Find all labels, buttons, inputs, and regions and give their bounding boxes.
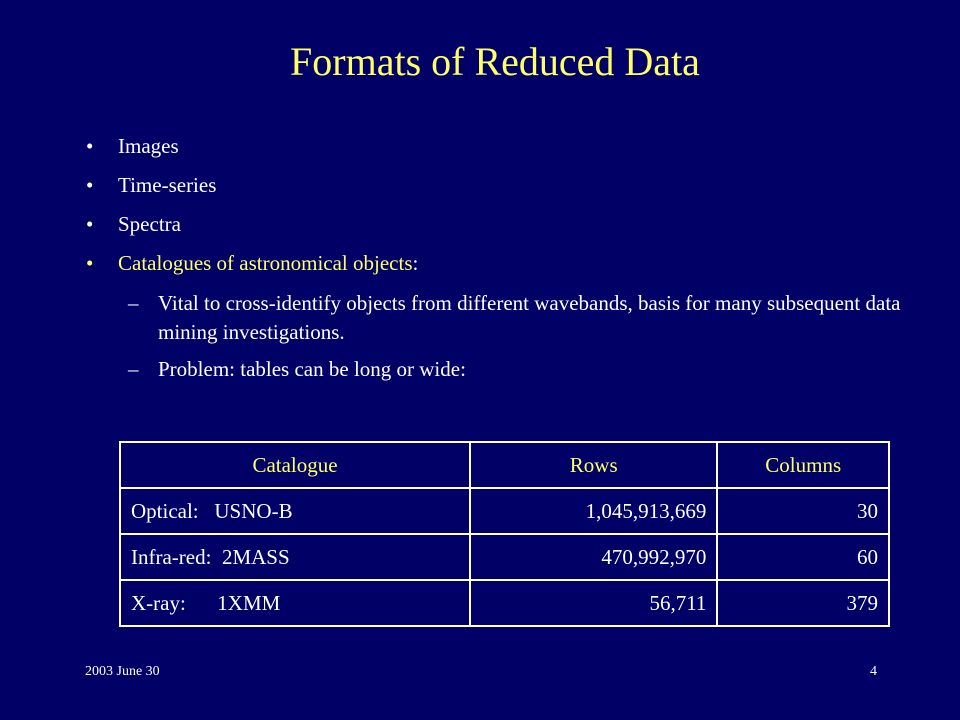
slide-title: Formats of Reduced Data [290,39,700,84]
sub-bullet-marker: – [128,291,139,315]
bullet-text: Catalogues of astronomical objects [118,251,413,275]
bullet-text: Time-series [118,173,217,197]
bullet-item [86,211,886,237]
cell-catalogue: Infra-red: 2MASS [120,534,470,580]
bullet-item [86,133,886,159]
column-header-columns: Columns [717,442,889,488]
table-row [120,580,889,626]
cell-columns: 379 [717,580,889,626]
column-header-rows: Rows [470,442,717,488]
bullet-marker: • [86,212,94,236]
bullet-item-highlighted [86,250,886,276]
catalogue-table [119,441,890,627]
bullet-list [86,133,901,392]
cell-catalogue: Optical: USNO-B [120,488,470,534]
page-number: 4 [870,664,877,679]
bullet-suffix: : [412,251,419,275]
cell-rows: 56,711 [470,580,717,626]
footer-date: 2003 June 30 [85,664,160,679]
cell-columns: 60 [717,534,889,580]
bullet-marker: • [86,134,94,158]
sub-bullet-text: Vital to cross-identify objects from different wavebands, basis for many subsequent data mining investigations. [158,291,901,344]
cell-rows: 1,045,913,669 [470,488,717,534]
column-header-catalogue: Catalogue [120,442,470,488]
cell-columns: 30 [717,488,889,534]
bullet-marker: • [86,251,94,275]
bullet-item [86,172,886,198]
bullet-marker: • [86,173,94,197]
table-row [120,488,889,534]
sub-bullet-text: Problem: tables can be long or wide: [158,357,466,381]
sub-bullet-marker: – [128,357,139,381]
table-row [120,534,889,580]
cell-catalogue: X-ray: 1XMM [120,580,470,626]
sub-bullet-item [86,289,918,347]
bullet-text: Spectra [118,212,181,236]
cell-rows: 470,992,970 [470,534,717,580]
table-header-row [120,442,889,488]
bullet-text: Images [118,134,179,158]
sub-bullet-item [86,355,918,384]
